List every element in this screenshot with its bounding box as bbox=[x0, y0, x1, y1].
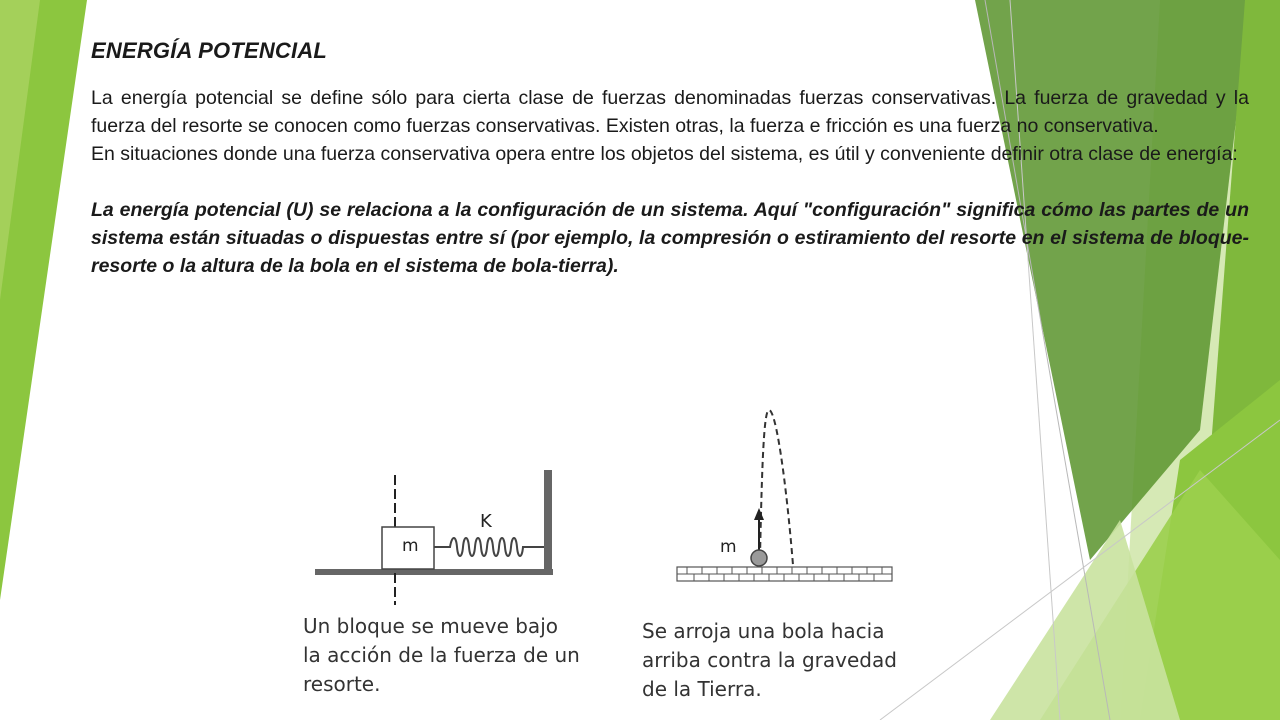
wall bbox=[544, 470, 552, 575]
caption-line: de la Tierra. bbox=[642, 677, 762, 701]
caption-line: Se arroja una bola hacia bbox=[642, 619, 885, 643]
ball-figure-caption bbox=[642, 617, 897, 704]
paragraph-situations: En situaciones donde una fuerza conservativa opera entre los objetos del sistema, es útil y conveniente definir otra clase de energía: bbox=[91, 143, 1238, 165]
spring-block-diagram bbox=[310, 465, 560, 610]
caption-line: Un bloque se mueve bajo bbox=[303, 614, 558, 638]
caption-line: resorte. bbox=[303, 672, 381, 696]
caption-line: la acción de la fuerza de un bbox=[303, 643, 580, 667]
ball-mass-label: m bbox=[720, 537, 737, 557]
spring-constant-label: K bbox=[480, 511, 492, 532]
block-mass-label: m bbox=[402, 536, 419, 556]
spring bbox=[434, 538, 544, 556]
slide-content bbox=[91, 38, 1249, 280]
slide-title: ENERGÍA POTENCIAL bbox=[91, 38, 328, 63]
arrow-head-icon bbox=[754, 508, 764, 520]
spring-figure-caption bbox=[303, 612, 580, 699]
paragraph-definition: La energía potencial se define sólo para cierta clase de fuerzas denominadas fuerzas conservativas. La fuerza de gravedad y la fuerza del resorte se conocen como fuerzas conservativas. Existen otras, la fuerza e fricción es una fuerza no conservativa. bbox=[91, 87, 1249, 137]
floor bbox=[315, 569, 553, 575]
paragraph-configuration: La energía potencial (U) se relaciona a la configuración de un sistema. Aquí "configuración" significa cómo las partes de un sistema están situadas o dispuestas entre sí (por ejemplo, la compresión o estiramiento del resorte en el sistema de bloque-resorte o la altura de la bola en el sistema de bola-tierra). bbox=[91, 199, 1249, 277]
ball-trajectory bbox=[760, 410, 793, 565]
ball-earth-diagram bbox=[672, 400, 897, 590]
ball bbox=[751, 550, 767, 566]
caption-line: arriba contra la gravedad bbox=[642, 648, 897, 672]
